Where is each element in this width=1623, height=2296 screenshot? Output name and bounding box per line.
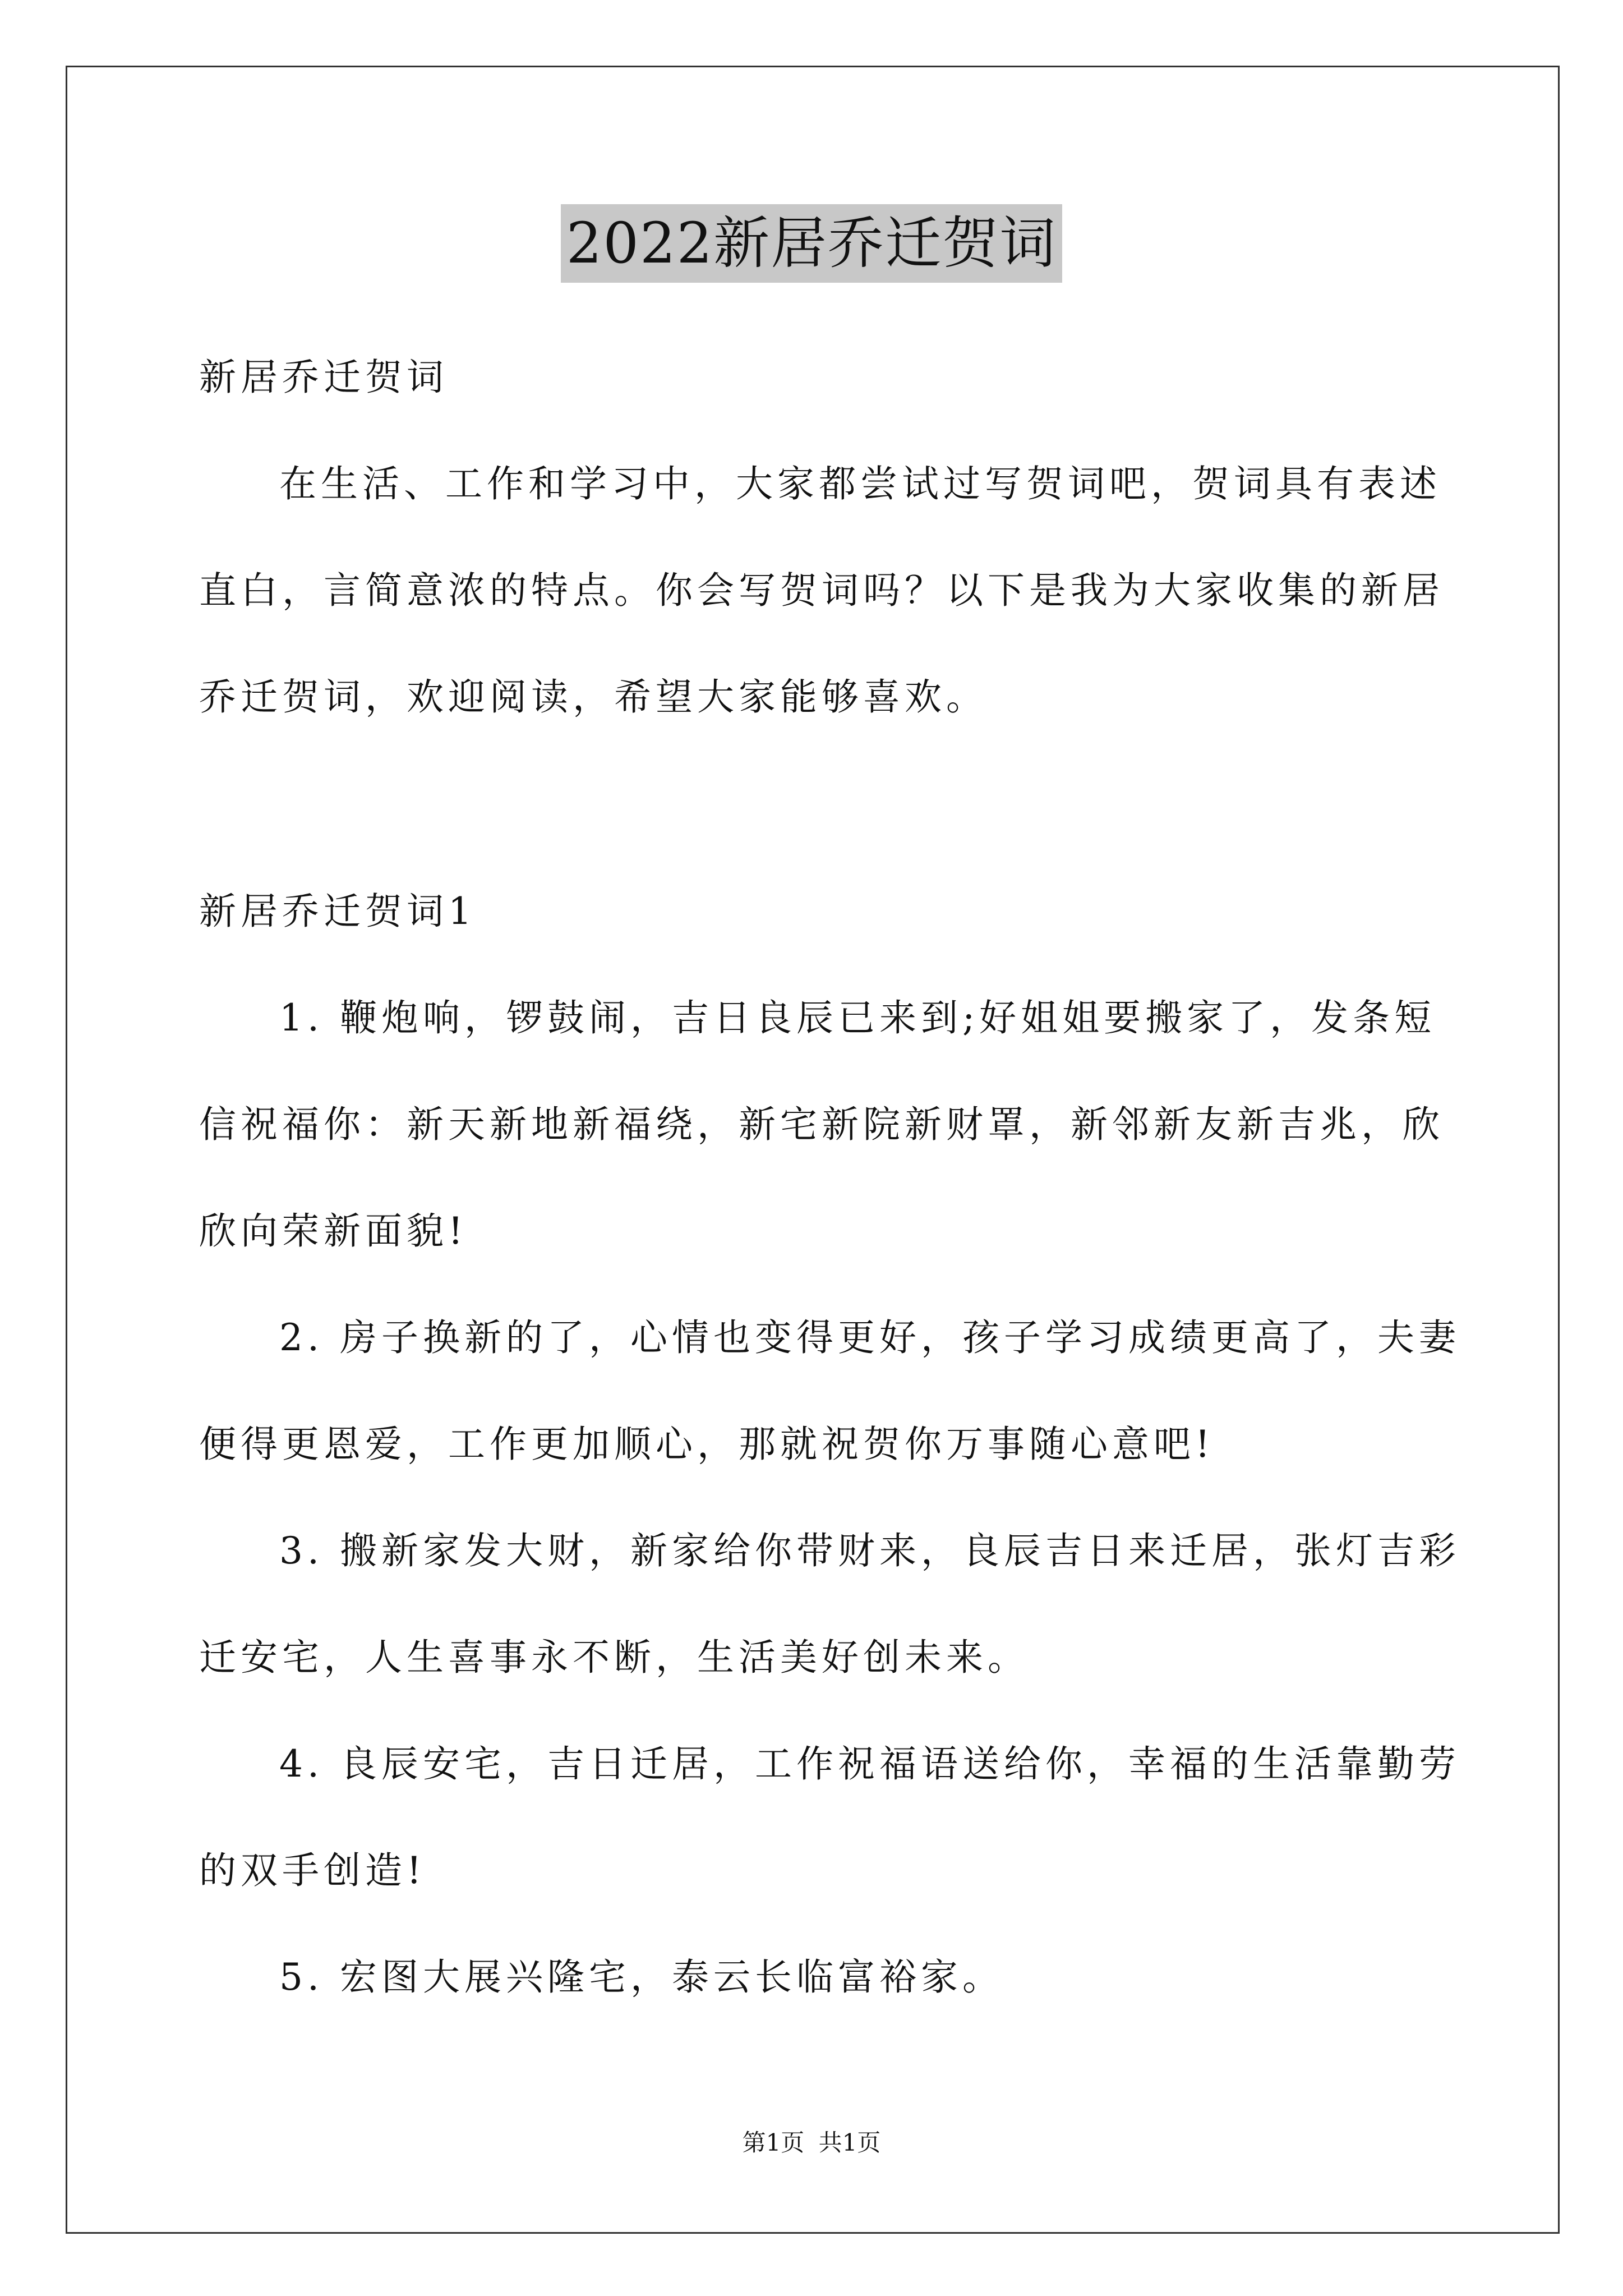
item-1-line-2: 信祝福你：新天新地新福绕，新宅新院新财罩，新邻新友新吉兆，欣 <box>199 1103 1444 1146</box>
section-heading: 新居乔迁贺词1 <box>199 890 476 933</box>
item-4-line-2: 的双手创造! <box>199 1849 426 1892</box>
title-wrap <box>0 204 1623 283</box>
page-number: 第1页 <box>742 2129 805 2156</box>
item-3-line-1: 3. 搬新家发大财，新家给你带财来，良辰吉日来迁居，张灯吉彩 <box>279 1529 1460 1572</box>
item-2-line-2: 便得更恩爱，工作更加顺心，那就祝贺你万事随心意吧! <box>199 1423 1215 1466</box>
item-1-line-1: 1. 鞭炮响，锣鼓闹，吉日良辰已来到;好姐姐要搬家了，发条短 <box>279 996 1436 1039</box>
item-1-line-3: 欣向荣新面貌! <box>199 1209 468 1253</box>
intro-line-3: 乔迁贺词，欢迎阅读，希望大家能够喜欢。 <box>199 675 988 719</box>
page-footer <box>0 2126 1623 2160</box>
document-title: 2022新居乔迁贺词 <box>561 204 1063 283</box>
intro-line-2: 直白，言简意浓的特点。你会写贺词吗？以下是我为大家收集的新居 <box>199 569 1444 612</box>
subtitle: 新居乔迁贺词 <box>199 356 448 399</box>
item-5-line-1: 5. 宏图大展兴隆宅，泰云长临富裕家。 <box>279 1955 1004 1999</box>
item-4-line-1: 4. 良辰安宅，吉日迁居，工作祝福语送给你，幸福的生活靠勤劳 <box>279 1742 1460 1786</box>
page-total: 共1页 <box>818 2129 881 2156</box>
item-3-line-2: 迁安宅，人生喜事永不断，生活美好创未来。 <box>199 1636 1029 1679</box>
intro-line-1: 在生活、工作和学习中，大家都尝试过写贺词吧，贺词具有表述 <box>279 462 1441 505</box>
item-2-line-1: 2. 房子换新的了，心情也变得更好，孩子学习成绩更高了，夫妻 <box>279 1316 1460 1359</box>
